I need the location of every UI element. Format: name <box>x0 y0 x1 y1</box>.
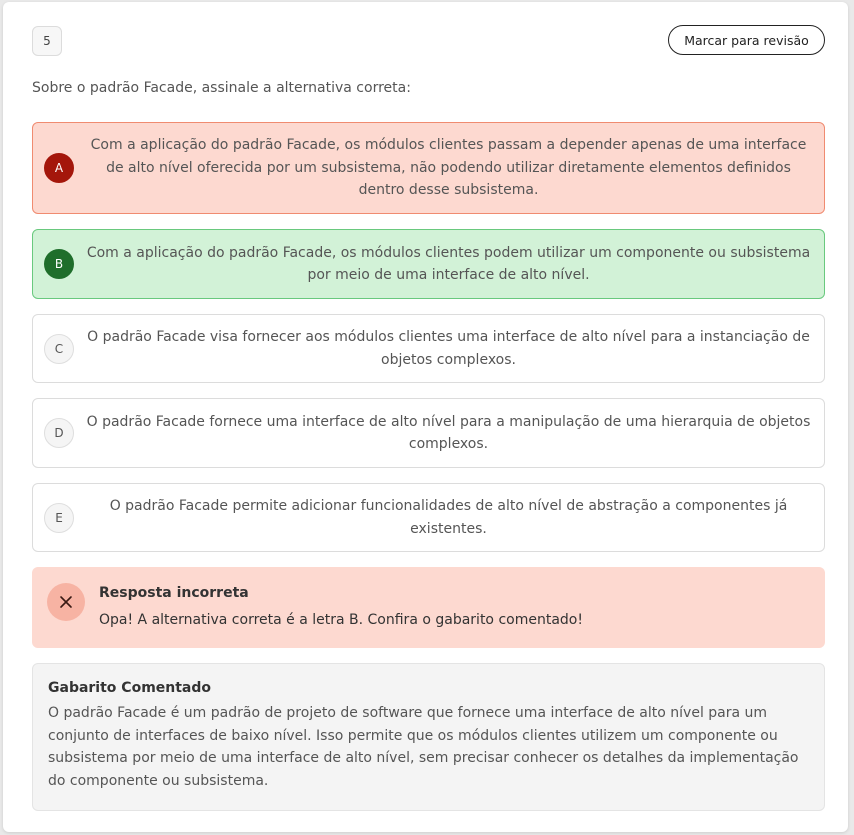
option-text-a: Com a aplicação do padrão Facade, os módulos clientes passam a depender apenas de uma interface de alto nível oferecida por um subsistema, não podendo utilizar diretamente elementos definidos dentro desse subsistema. <box>90 137 807 199</box>
close-icon <box>47 583 85 621</box>
option-letter-d: D <box>44 418 74 448</box>
option-c[interactable] <box>32 314 825 383</box>
commented-answer-text: O padrão Facade é um padrão de projeto de software que fornece uma interface de alto nível para um conjunto de interfaces de baixo nível. Isso permite que os módulos clientes utilizem um componente ou subsistema por meio de uma interface de alto nível, sem precisar conhecer os detalhes da implementação do componente ou subsistema. <box>48 705 799 789</box>
option-text-e: O padrão Facade permite adicionar funcionalidades de alto nível de abstração a componentes já existentes. <box>109 498 788 537</box>
option-letter-b: B <box>44 249 74 279</box>
option-letter-a: A <box>44 153 74 183</box>
result-title: Resposta incorreta <box>99 585 249 601</box>
question-number-badge: 5 <box>32 26 62 56</box>
option-letter-c: C <box>44 334 74 364</box>
result-message: Opa! A alternativa correta é a letra B. Confira o gabarito comentado! <box>99 612 583 628</box>
option-e[interactable] <box>32 483 825 552</box>
option-text-b: Com a aplicação do padrão Facade, os módulos clientes podem utilizar um componente ou subsistema por meio de uma interface de alto nível. <box>86 244 811 283</box>
option-b[interactable] <box>32 229 825 299</box>
option-letter-e: E <box>44 503 74 533</box>
result-feedback-box <box>32 567 825 648</box>
option-a[interactable] <box>32 122 825 214</box>
question-prompt: Sobre o padrão Facade, assinale a alternativa correta: <box>32 80 411 96</box>
option-text-c: O padrão Facade visa fornecer aos módulos clientes uma interface de alto nível para a instanciação de objetos complexos. <box>87 329 810 368</box>
commented-answer-box <box>32 663 825 811</box>
option-text-d: O padrão Facade fornece uma interface de alto nível para a manipulação de uma hierarquia de objetos complexos. <box>86 413 811 452</box>
option-d[interactable] <box>32 398 825 468</box>
question-card <box>3 2 848 832</box>
commented-answer-title: Gabarito Comentado <box>48 680 212 696</box>
mark-for-review-button[interactable]: Marcar para revisão <box>668 25 825 55</box>
